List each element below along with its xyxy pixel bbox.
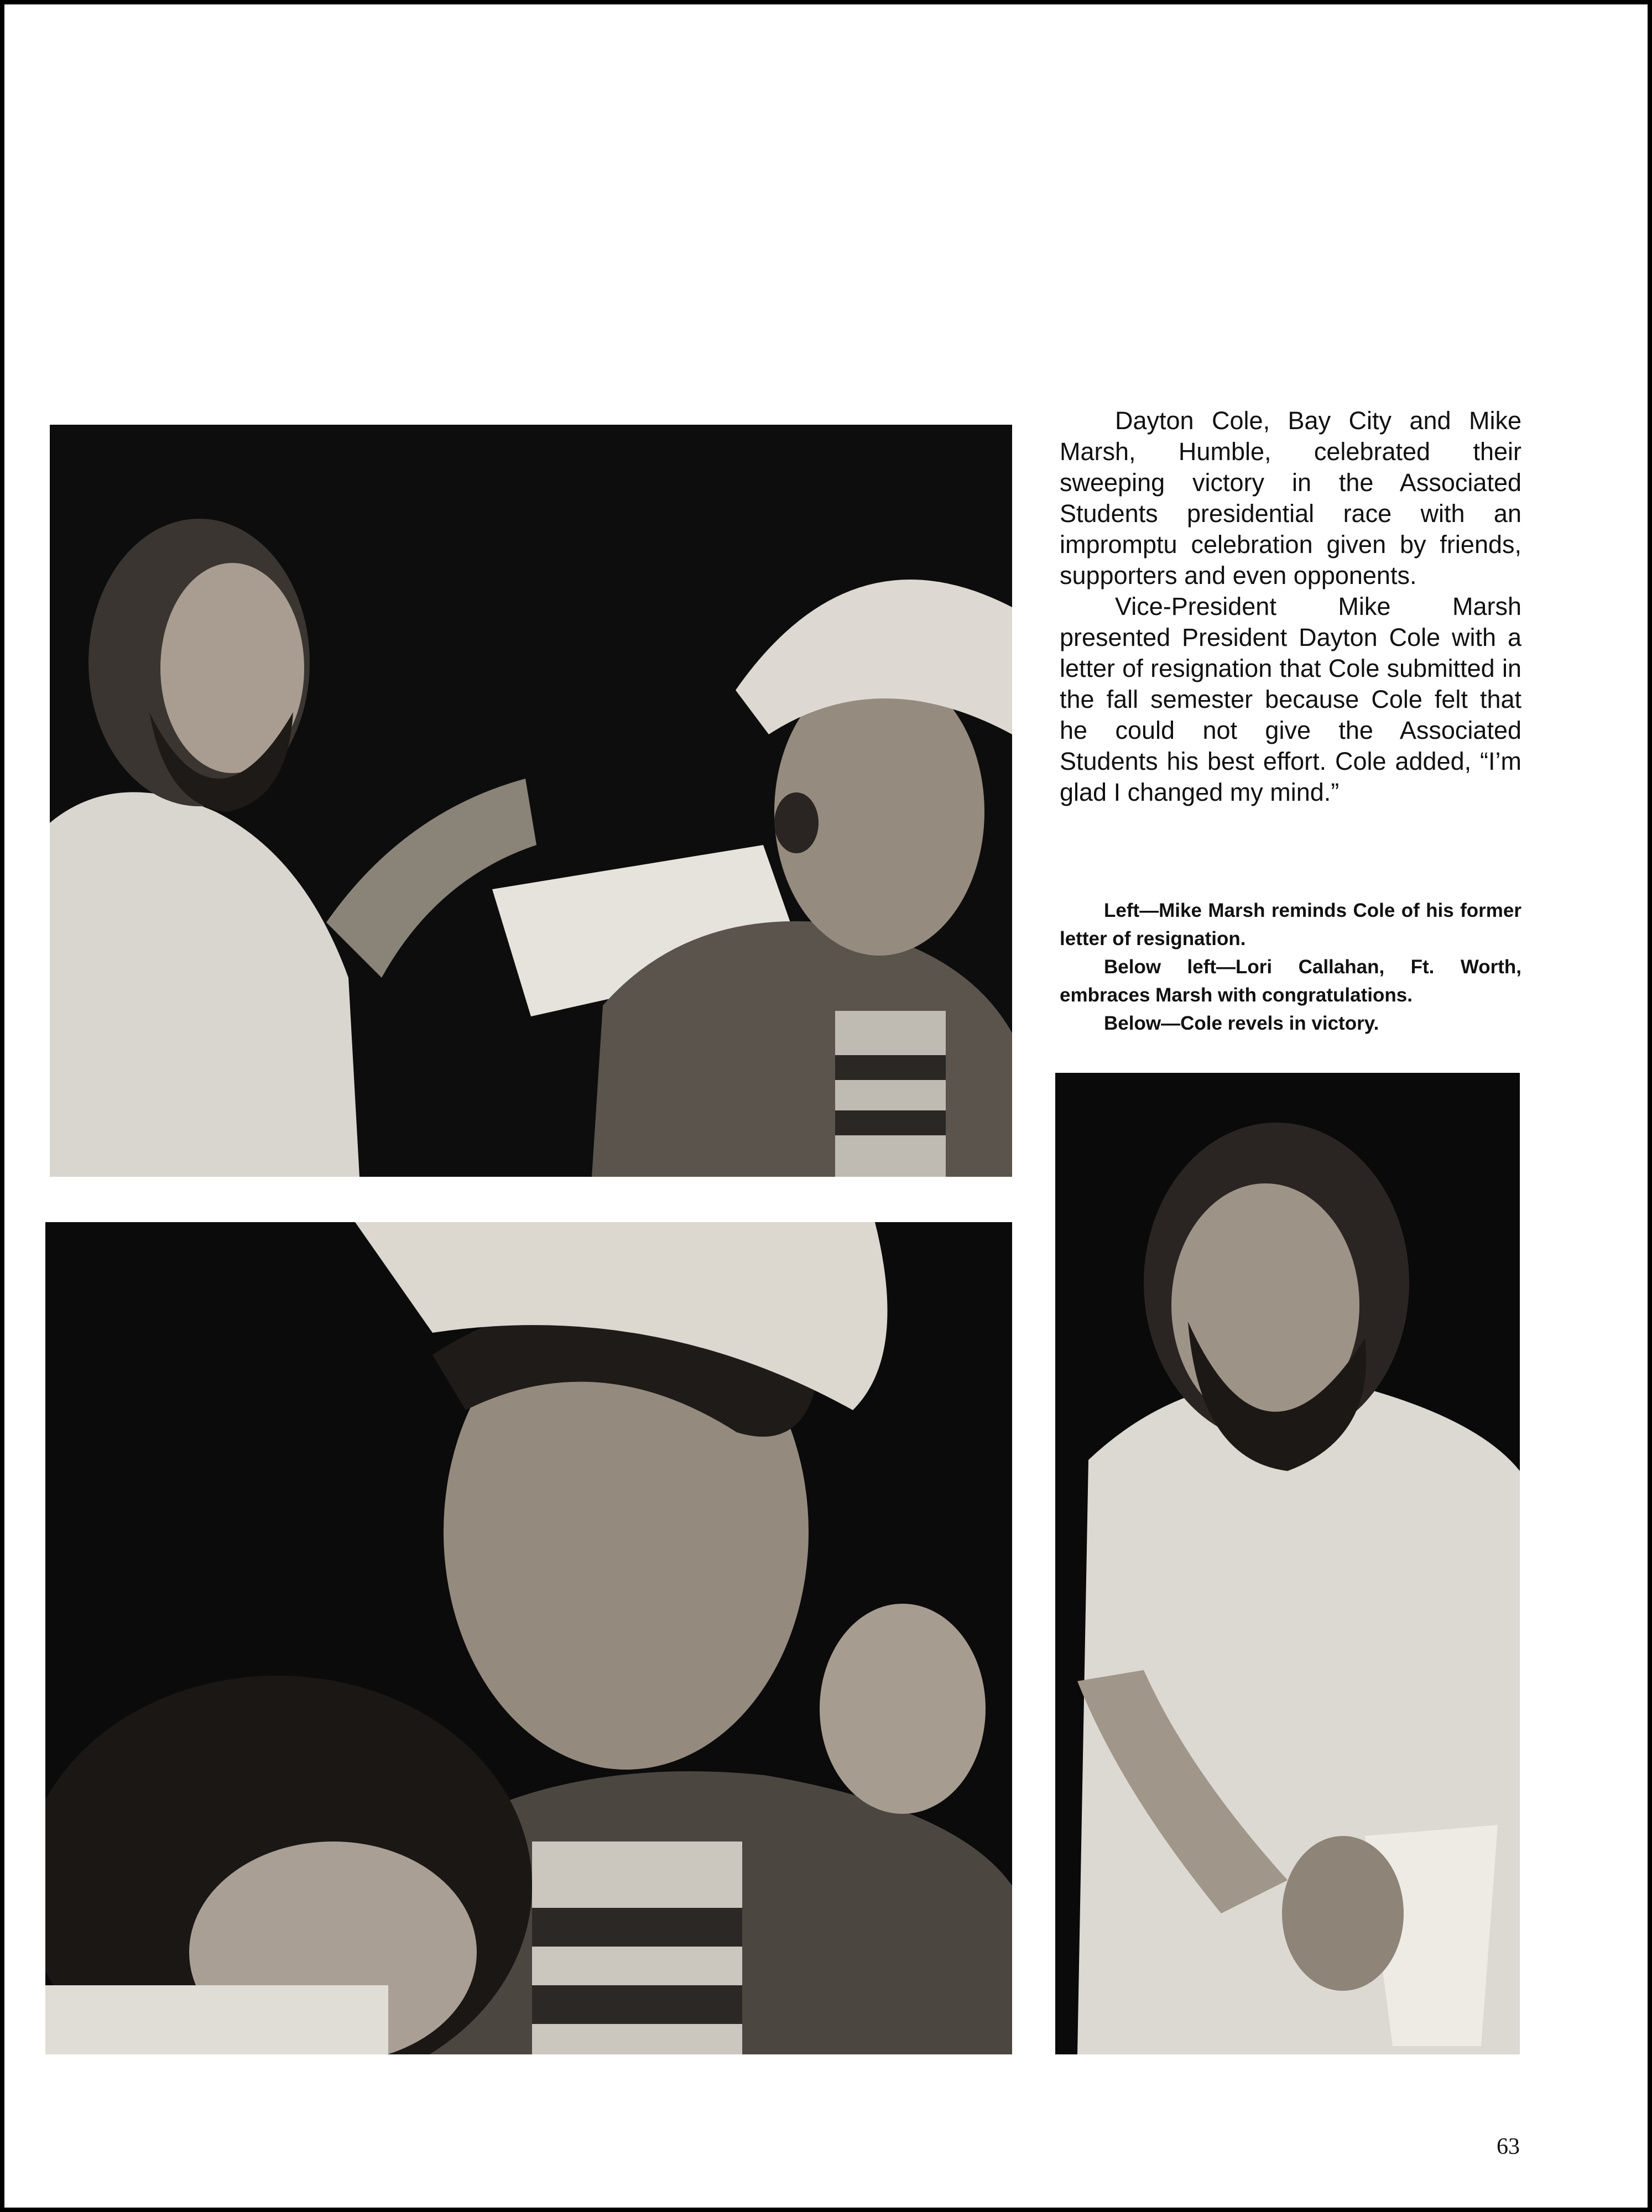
photo-marsh-reminds-cole bbox=[50, 425, 1012, 1177]
photo-callahan-embraces-marsh-image bbox=[45, 1222, 1012, 2054]
article-paragraph: Dayton Cole, Bay City and Mike Marsh, Humble, celebrated their sweeping victory in the Associated Students presidential race with an impromptu celebration given by friends, supporters and even opponents. bbox=[1060, 406, 1521, 589]
photo-cole-revels-image bbox=[1055, 1073, 1520, 2054]
article-body bbox=[1060, 405, 1521, 808]
page-number: 63 bbox=[1497, 2134, 1520, 2159]
photo-captions bbox=[1060, 896, 1521, 1037]
caption-below-left: Below left—Lori Callahan, Ft. Worth, embraces Marsh with congratulations. bbox=[1060, 956, 1521, 1006]
caption-below: Below—Cole revels in victory. bbox=[1104, 1013, 1379, 1034]
photo-callahan-embraces-marsh bbox=[45, 1222, 1012, 2054]
photo-marsh-reminds-cole-image bbox=[50, 425, 1012, 1177]
caption-left: Left—Mike Marsh reminds Cole of his former letter of resignation. bbox=[1060, 900, 1521, 950]
yearbook-page bbox=[4, 4, 1648, 2208]
photo-cole-revels bbox=[1055, 1073, 1520, 2054]
article-paragraph: Vice-President Mike Marsh presented President Dayton Cole with a letter of resignation that Cole submitted in the fall semester because Cole felt that he could not give the Associated Students his best effort. Cole added, “I’m glad I changed my mind.” bbox=[1060, 592, 1521, 806]
